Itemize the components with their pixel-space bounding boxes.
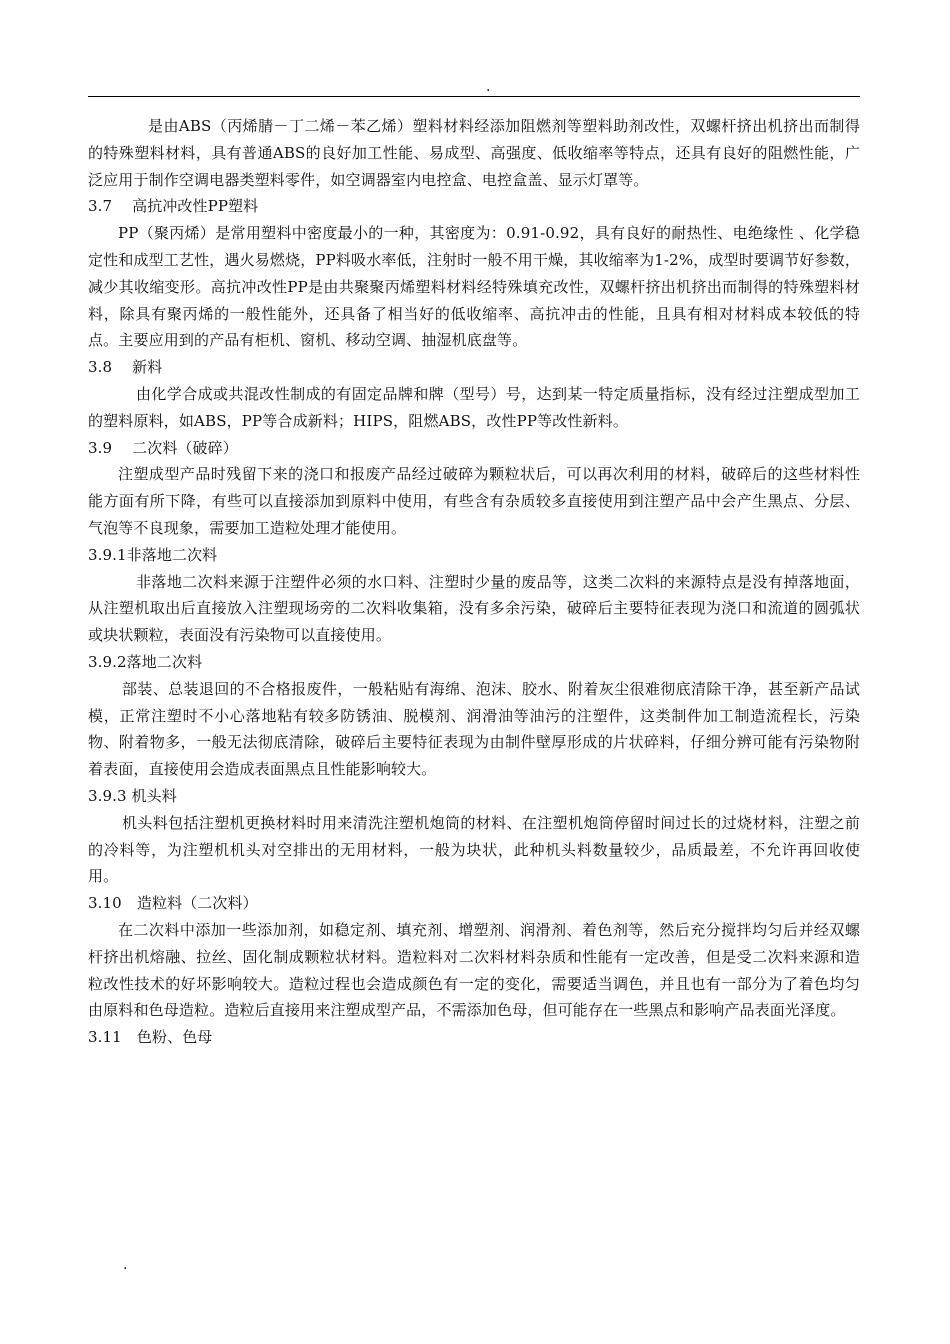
paragraph-non-floor-regrind: 非落地二次料来源于注塑件必须的水口料、注塑时少量的废品等，这类二次料的来源特点是没有掉落地面，从注塑机取出后直接放入注塑现场旁的二次料收集箱，没有多余污染，破碎后主要特征表现为浇口和流道的圆弧状或块状颗粒，表面没有污染物可以直接使用。 — [88, 572, 860, 645]
heading-3-9-2: 3.9.2落地二次料 — [88, 652, 203, 671]
header-rule — [88, 96, 860, 97]
heading-3-11: 3.11 色粉、色母 — [88, 1028, 213, 1047]
heading-3-9-3: 3.9.3 机头料 — [88, 786, 177, 805]
heading-3-9: 3.9 二次料（破碎） — [88, 438, 238, 457]
paragraph-new-material: 由化学合成或共混改性制成的有固定品牌和牌（型号）号，达到某一特定质量指标，没有经过注塑成型加工的塑料原料，如ABS，PP等合成新料；HIPS，阻燃ABS，改性PP等改性新料。 — [88, 384, 860, 430]
paragraph-pp: PP（聚丙烯）是常用塑料中密度最小的一种，其密度为：0.91-0.92，具有良好的耐热性、电绝缘性 、化学稳定性和成型工艺性，遇火易燃烧，PP料吸水率低，注射时一般不用干燥，其收缩率为1-2%，成型时要调节好参数，减少其收缩变形。高抗冲改性PP是由共聚聚丙烯塑料材料经特殊填充改性，双螺杆挤出机挤出而制得的特殊塑料材料，除具有聚丙烯的一般性能外，还具备了相当好的低收缩率、高抗冲击的性能，且具有相对材料成本较低的特点。主要应用到的产品有柜机、窗机、移动空调、抽湿机底盘等。 — [88, 224, 860, 350]
heading-3-8: 3.8 新料 — [88, 358, 163, 377]
heading-3-9-1: 3.9.1非落地二次料 — [88, 545, 218, 564]
paragraph-purge-material: 机头料包括注塑机更换材料时用来清洗注塑机炮筒的材料、在注塑机炮筒停留时间过长的过烧材料，注塑之前的冷料等，为注塑机机头对空排出的无用材料，一般为块状，此种机头料数量较少，品质最差，不允许再回收使用。 — [88, 813, 860, 886]
footer-dot: . — [123, 1257, 128, 1273]
document-body — [88, 113, 860, 1051]
heading-3-7: 3.7 高抗冲改性PP塑料 — [88, 197, 259, 216]
paragraph-abs-flame-retardant: 是由ABS（丙烯腈－丁二烯－苯乙烯）塑料材料经添加阻燃剂等塑料助剂改性，双螺杆挤出机挤出而制得的特殊塑料材料，具有普通ABS的良好加工性能、易成型、高强度、低收缩率等特点，还具有良好的阻燃性能，广泛应用于制作空调电器类塑料零件，如空调器室内电控盒、电控盒盖、显示灯罩等。 — [88, 117, 860, 189]
paragraph-pelletized-material: 在二次料中添加一些添加剂，如稳定剂、填充剂、增塑剂、润滑剂、着色剂等，然后充分搅拌均匀后并经双螺杆挤出机熔融、拉丝、固化制成颗粒状材料。造粒料对二次料材料杂质和性能有一定改善，但是受二次料来源和造粒改性技术的好坏影响较大。造粒过程也会造成颜色有一定的变化，需要适当调色，并且也有一部分为了着色均匀由原料和色母造粒。造粒后直接用来注塑成型产品，不需添加色母，但可能存在一些黑点和影响产品表面光泽度。 — [88, 920, 860, 1020]
heading-3-10: 3.10 造粒料（二次料） — [88, 894, 258, 913]
paragraph-floor-regrind: 部装、总装退回的不合格报废件，一般粘贴有海绵、泡沫、胶水、附着灰尘很难彻底清除干净，甚至新产品试模，正常注塑时不小心落地粘有较多防锈油、脱模剂、润滑油等油污的注塑件，这类制件加工制造流程长，污染物、附着物多，一般无法彻底清除，破碎后主要特征表现为由制件壁厚形成的片状碎料，仔细分辨可能有污染物附着表面，直接使用会造成表面黑点且性能影响较大。 — [88, 679, 860, 779]
paragraph-regrind: 注塑成型产品时残留下来的浇口和报废产品经过破碎为颗粒状后，可以再次利用的材料，破碎后的这些材料性能方面有所下降，有些可以直接添加到原料中使用，有些含有杂质较多直接使用到注塑产品中会产生黑点、分层、气泡等不良现象，需要加工造粒处理才能使用。 — [88, 465, 860, 537]
header-dot: . — [486, 79, 491, 95]
